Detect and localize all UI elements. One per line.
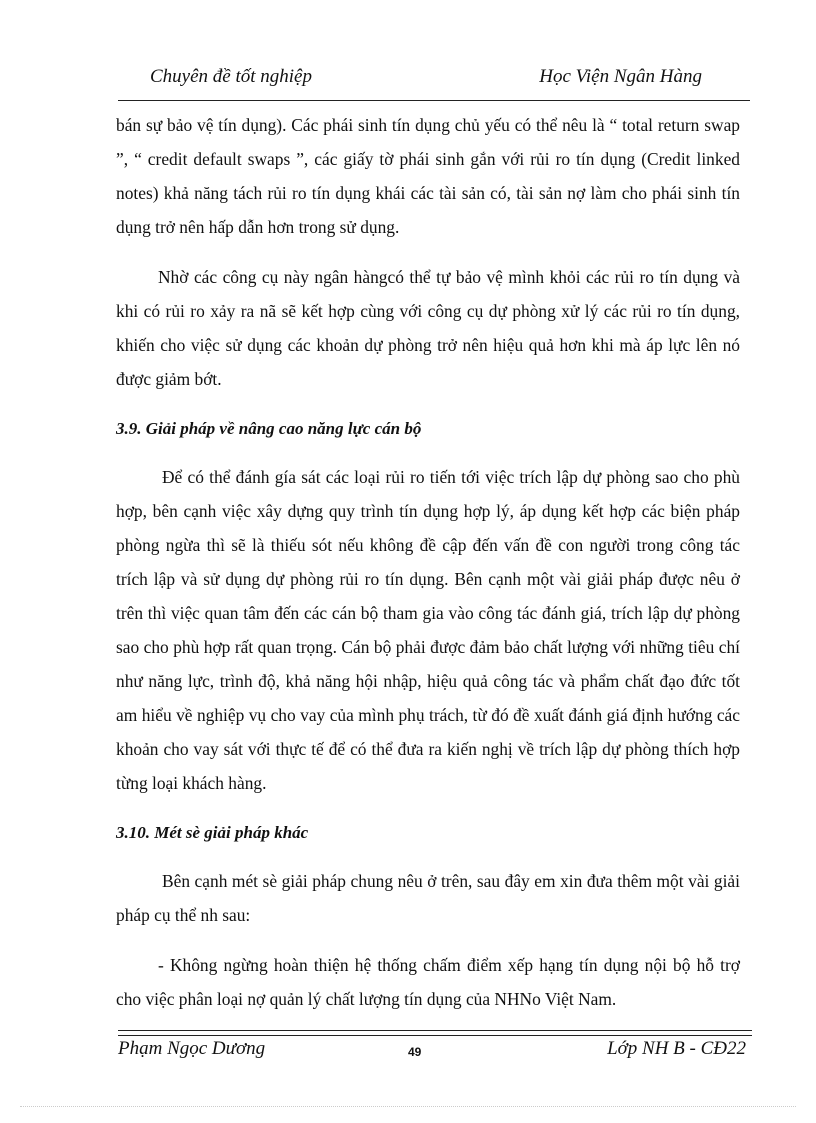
page-bottom-divider (20, 1106, 796, 1107)
page-number: 49 (408, 1045, 422, 1059)
section-heading-3-9: 3.9. Giải pháp về nâng cao năng lực cán bộ (116, 419, 422, 438)
paragraph-credit-derivatives: bán sự bảo vệ tín dụng). Các phái sinh tín dụng chủ yếu có thể nêu là “ total return swap ”, “ credit default swaps ”, các giấy tờ phái sinh gắn với rủi ro tín dụng (Credit linked notes) khả năng tách rủi ro tín dụng khái các tài sản có, tài sản nợ làm cho phái sinh tín dụng trở nên hấp dẫn hơn trong sử dụng. (116, 115, 740, 237)
paragraph-other-solutions: Bên cạnh mét sè giải pháp chung nêu ở trên, sau đây em xin đưa thêm một vài giải pháp cụ thể nh sau: (116, 871, 740, 925)
document-body (116, 108, 740, 1032)
page-header (118, 60, 750, 101)
footer-author: Phạm Ngọc Dương (118, 1038, 266, 1059)
paragraph-tools: Nhờ các công cụ này ngân hàngcó thể tự bảo vệ mình khỏi các rủi ro tín dụng và khi có rủi ro xảy ra nã sẽ kết hợp cùng với công cụ dự phòng xử lý các rủi ro tín dụng, khiến cho việc sử dụng các khoản dự phòng trở nên hiệu quả hơn khi mà áp lực lên nó được giảm bớt. (116, 267, 740, 389)
header-document-type: Chuyên đề tốt nghiệp (150, 66, 312, 87)
header-institution: Học Viện Ngân Hàng (539, 66, 702, 87)
footer-rule-bottom (118, 1035, 752, 1036)
footer-rule-top (118, 1030, 752, 1031)
footer-class: Lớp NH B - CĐ22 (607, 1038, 746, 1059)
paragraph-bullet-scoring: - Không ngừng hoàn thiện hệ thống chấm điểm xếp hạng tín dụng nội bộ hỗ trợ cho việc phân loại nợ quản lý chất lượng tín dụng của NHNo Việt Nam. (116, 955, 740, 1009)
section-heading-3-10: 3.10. Mét sè giải pháp khác (116, 823, 309, 842)
paragraph-staff-capacity: Để có thể đánh gía sát các loại rủi ro tiến tới việc trích lập dự phòng sao cho phù hợp, bên cạnh việc xây dựng quy trình tín dụng hợp lý, áp dụng kết hợp các biện pháp phòng ngừa thì sẽ là thiếu sót nếu không đề cập đến vấn đề con người trong công tác trích lập và sử dụng dự phòng rủi ro tín dụng. Bên cạnh một vài giải pháp được nêu ở trên thì việc quan tâm đến các cán bộ tham gia vào công tác đánh giá, trích lập dự phòng sao cho phù hợp rất quan trọng. Cán bộ phải được đảm bảo chất lượng với những tiêu chí như năng lực, trình độ, khả năng hội nhập, hiệu quả công tác và phẩm chất đạo đức tốt am hiểu về nghiệp vụ cho vay của mình phụ trách, từ đó đề xuất đánh giá định hướng các khoản cho vay sát với thực tế để có thể đưa ra kiến nghị về trích lập dự phòng thích hợp từng loại khách hàng. (116, 467, 740, 793)
